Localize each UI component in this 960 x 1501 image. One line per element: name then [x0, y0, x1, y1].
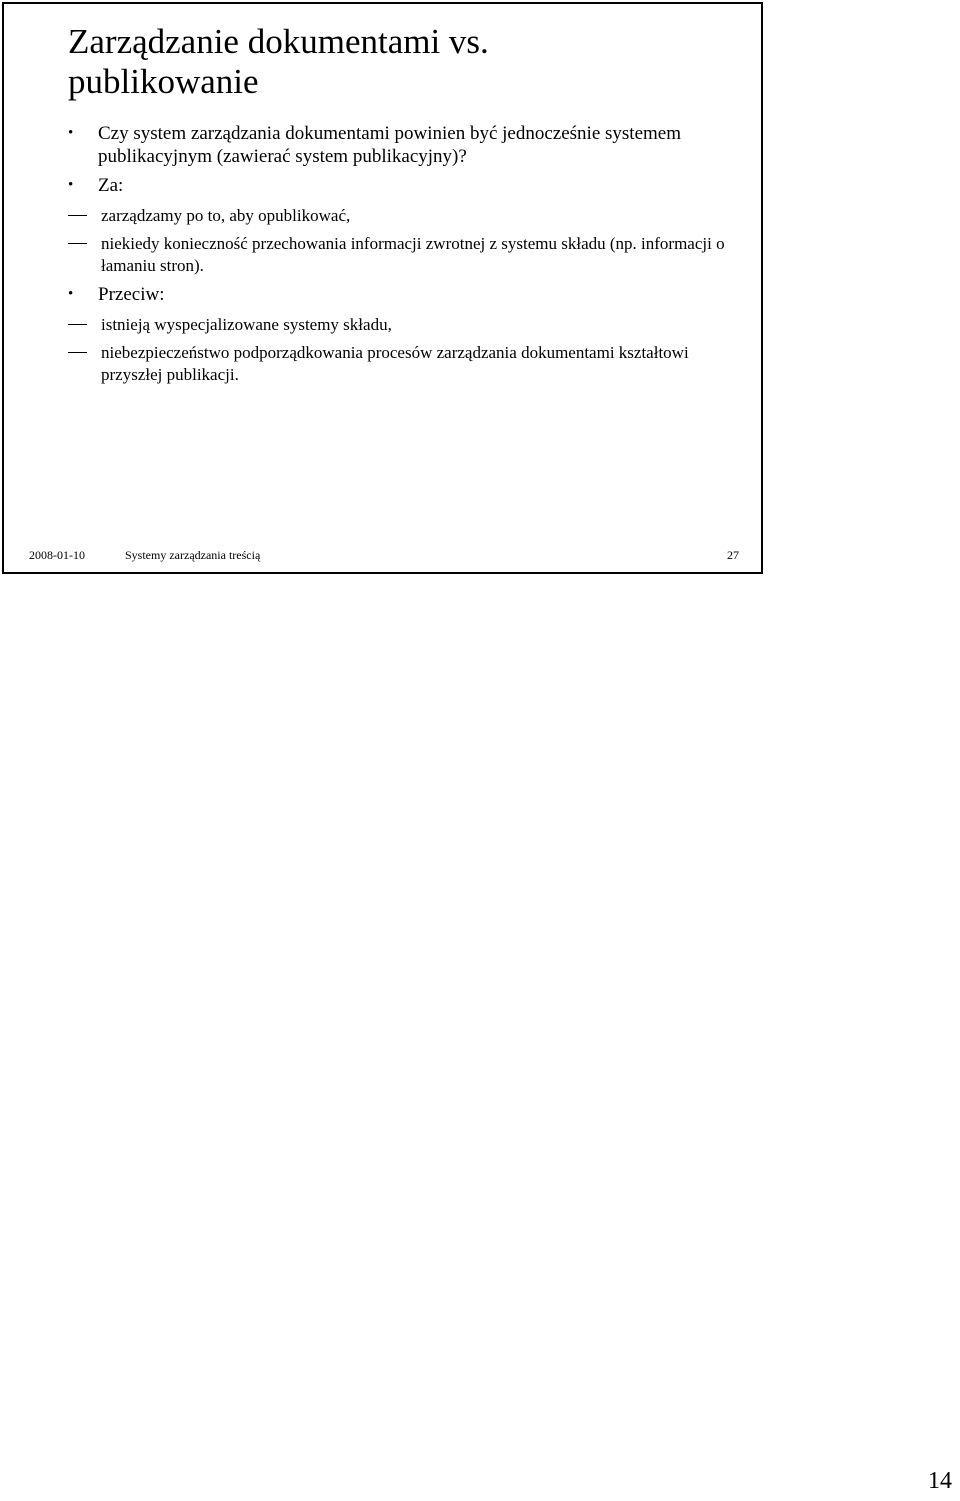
- bullet-icon: •: [68, 125, 74, 141]
- bullet-icon: •: [68, 286, 74, 302]
- bullet-item-for: [68, 174, 748, 277]
- dash-icon: [68, 352, 87, 353]
- slide-title-line1: Zarządzanie dokumentami vs.: [68, 22, 489, 61]
- sub-list-for: [98, 205, 748, 277]
- dash-icon: [68, 324, 87, 325]
- sub-item: [68, 205, 751, 227]
- dash-icon: [68, 243, 87, 244]
- footer-title: Systemy zarządzania treścią: [125, 548, 261, 562]
- sub-item-text: niekiedy konieczność przechowania informacji zwrotnej z systemu składu (np. informacji o łamaniu stron).: [101, 234, 725, 275]
- sub-item: [68, 314, 751, 336]
- slide-title-line2: publikowanie: [68, 62, 259, 101]
- footer-date: 2008-01-10: [29, 548, 85, 562]
- page-number: 14: [928, 1468, 952, 1494]
- sub-item-text: zarządzamy po to, aby opublikować,: [101, 206, 351, 225]
- sub-item-text: istnieją wyspecjalizowane systemy składu,: [101, 315, 392, 334]
- bullet-item-against: [68, 283, 748, 386]
- sub-list-against: [98, 314, 748, 386]
- sub-item-text: niebezpieczeństwo podporządkowania procesów zarządzania dokumentami kształtowi przyszłej publikacji.: [101, 343, 689, 384]
- bullet-text: Czy system zarządzania dokumentami powinien być jednocześnie systemem publikacyjnym (zawierać system publikacyjny)?: [98, 123, 682, 167]
- bullet-icon: •: [68, 177, 74, 193]
- slide-frame: [2, 2, 763, 574]
- sub-item: [68, 233, 751, 277]
- bullet-item-question: [68, 122, 748, 168]
- sub-item: [68, 342, 751, 386]
- slide-title: [68, 22, 728, 102]
- footer-slide-number: 27: [727, 548, 739, 562]
- bullet-text: Za:: [98, 175, 124, 196]
- bullet-text: Przeciw:: [98, 284, 165, 305]
- bullet-list: [68, 122, 748, 392]
- dash-icon: [68, 215, 87, 216]
